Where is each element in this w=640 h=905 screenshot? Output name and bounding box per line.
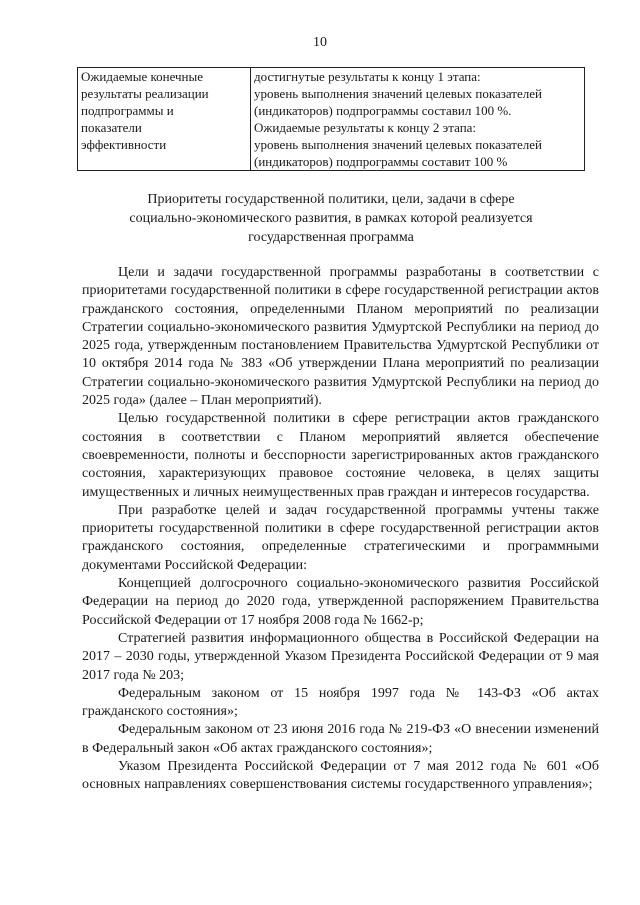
label-line: результаты реализации: [81, 86, 209, 101]
heading-line: Приоритеты государственной политики, цели, задачи в сфере: [147, 192, 515, 207]
label-line: подпрограммы и: [81, 103, 174, 118]
label-line: эффективности: [81, 137, 167, 152]
table-label-cell: [78, 68, 251, 171]
value-line: уровень выполнения значений целевых показателей: [254, 86, 542, 101]
table-row: [78, 68, 585, 171]
value-line: (индикаторов) подпрограммы составил 100 %.: [254, 103, 512, 118]
body-text: [82, 264, 599, 795]
paragraph: Федеральным законом от 15 ноября 1997 года № 143-ФЗ «Об актах гражданского состояния»;: [82, 685, 599, 720]
paragraph: Указом Президента Российской Федерации от 7 мая 2012 года № 601 «Об основных направлениях совершенствования системы государственного управления»;: [82, 759, 599, 793]
paragraph: Концепцией долгосрочного социально-экономического развития Российской Федерации на период до 2020 года, утвержденной распоряжением Правительства Российской Федерации от 17 ноября 2008 года № 1662-р;: [82, 576, 599, 628]
value-line: Ожидаемые результаты к концу 2 этапа:: [254, 120, 477, 135]
label-line: Ожидаемые конечные: [81, 69, 204, 84]
value-line: (индикаторов) подпрограммы составит 100 %: [254, 154, 508, 169]
paragraph: Целью государственной политики в сфере регистрации актов гражданского состояния в соответствии с Планом мероприятий является обеспечение своевременности, полноты и бесспорности зарегистрированных актов гражданского состояния, характеризующих правовое состояние человека, в целях защиты имущественных и личных неимущественных прав граждан и интересов государства.: [82, 411, 599, 500]
subprogram-results-table: [77, 67, 585, 171]
label-line: показатели: [81, 120, 142, 135]
section-heading: [96, 190, 566, 247]
heading-line: социально-экономического развития, в рамках которой реализуется: [129, 211, 533, 226]
page-number: 10: [313, 35, 327, 50]
paragraph: Цели и задачи государственной программы разработаны в соответствии с приоритетами государственной политики в сфере государственной регистрации актов гражданского состояния, определенными Планом мероприятий по реализации Стратегии социально-экономического развития Удмуртской Республики на период до 2025 года, утвержденным постановлением Правительства Удмуртской Республики от 10 октября 2014 года № 383 «Об утверждении Плана мероприятий по реализации Стратегии социально-экономического развития Удмуртской Республики на период до 2025 года» (далее – План мероприятий).: [82, 265, 599, 409]
paragraph: Федеральным законом от 23 июня 2016 года № 219-ФЗ «О внесении изменений в Федеральный закон «Об актах гражданского состояния»;: [82, 722, 599, 756]
heading-line: государственная программа: [248, 230, 414, 245]
paragraph: При разработке целей и задач государственной программы учтены также приоритеты государственной политики в сфере государственной регистрации актов гражданского состояния, определенные стратегическими и программными документами Российской Федерации:: [82, 502, 599, 573]
value-line: уровень выполнения значений целевых показателей: [254, 137, 542, 152]
value-line: достигнутые результаты к концу 1 этапа:: [254, 69, 481, 84]
table-value-cell: [251, 68, 585, 171]
paragraph: Стратегией развития информационного общества в Российской Федерации на 2017 – 2030 годы, утвержденной Указом Президента Российской Федерации от 9 мая 2017 года № 203;: [82, 630, 599, 683]
